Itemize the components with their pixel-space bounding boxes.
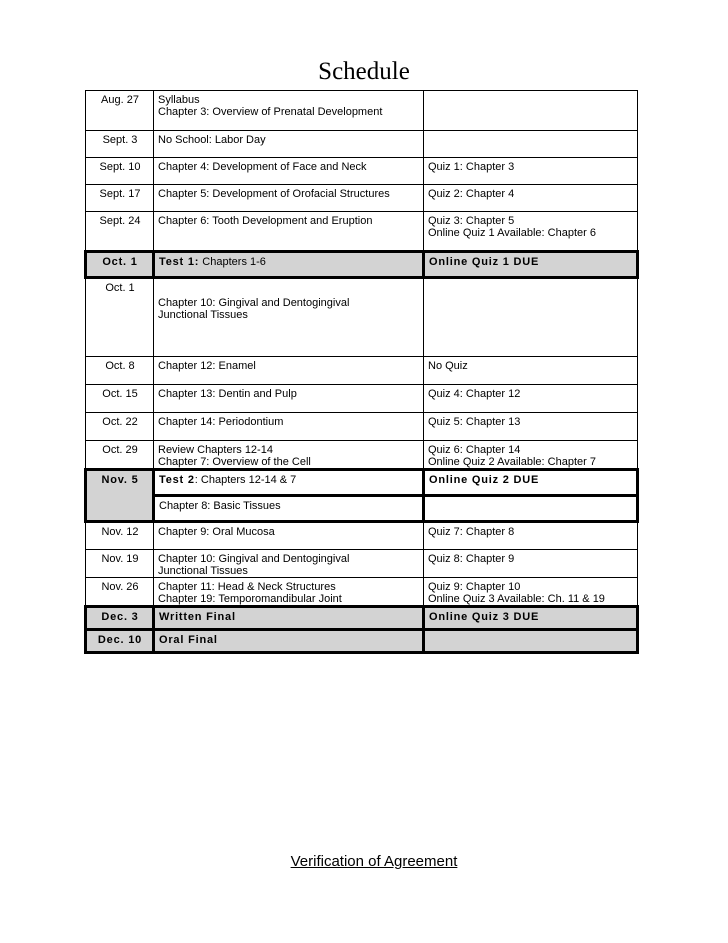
- quiz-cell: Online Quiz 1 DUE: [424, 252, 638, 278]
- schedule-table: [84, 90, 639, 654]
- topic-cell: Chapter 14: Periodontium: [154, 413, 424, 441]
- topic-cell: Oral Final: [154, 630, 424, 653]
- table-row: [86, 131, 638, 158]
- table-row: [86, 413, 638, 441]
- quiz-cell: [424, 496, 638, 522]
- date-cell: Oct. 15: [86, 385, 154, 413]
- table-row-highlight: [86, 607, 638, 630]
- table-row: [86, 91, 638, 131]
- topic-cell: Written Final: [154, 607, 424, 630]
- topic-line: Syllabus: [158, 94, 200, 106]
- page-title: Schedule: [318, 58, 410, 85]
- table-row: [86, 212, 638, 252]
- topic-line: Chapter 10: Gingival and Dentogingival: [158, 297, 350, 309]
- date-cell: Nov. 19: [86, 550, 154, 578]
- topic-cell: Chapter 12: Enamel: [154, 357, 424, 385]
- date-cell: Dec. 3: [86, 607, 154, 630]
- quiz-line: Quiz 6: Chapter 14: [428, 444, 521, 456]
- date-cell: Sept. 17: [86, 185, 154, 212]
- quiz-cell: Online Quiz 2 DUE: [424, 470, 638, 496]
- quiz-cell: Quiz 5: Chapter 13: [424, 413, 638, 441]
- table-row: [86, 578, 638, 607]
- table-row: [86, 441, 638, 470]
- date-cell: Sept. 10: [86, 158, 154, 185]
- quiz-cell: Quiz 7: Chapter 8: [424, 522, 638, 550]
- topic-cell: [154, 578, 424, 607]
- verification-link[interactable]: Verification of Agreement: [290, 853, 458, 870]
- quiz-line: Quiz 3: Chapter 5: [428, 215, 515, 227]
- quiz-line: Quiz 9: Chapter 10: [428, 581, 521, 593]
- table-row: [86, 185, 638, 212]
- date-cell: Oct. 29: [86, 441, 154, 470]
- topic-cell: Test 2: Chapters 12-14 & 7: [154, 470, 424, 496]
- quiz-cell: Online Quiz 3 DUE: [424, 607, 638, 630]
- date-cell: Sept. 3: [86, 131, 154, 158]
- topic-cell: Chapter 5: Development of Orofacial Structures: [154, 185, 424, 212]
- date-cell: Nov. 26: [86, 578, 154, 607]
- table-row-highlight: [86, 252, 638, 278]
- table-row: [86, 522, 638, 550]
- date-cell: Oct. 8: [86, 357, 154, 385]
- quiz-cell: Quiz 8: Chapter 9: [424, 550, 638, 578]
- quiz-line: Online Quiz 1 Available: Chapter 6: [428, 227, 596, 239]
- date-cell: Oct. 1: [86, 252, 154, 278]
- quiz-cell: [424, 278, 638, 357]
- table-row-highlight: [86, 630, 638, 653]
- date-cell: Nov. 12: [86, 522, 154, 550]
- date-cell: Nov. 5: [86, 470, 154, 522]
- quiz-cell: [424, 131, 638, 158]
- quiz-cell: Quiz 2: Chapter 4: [424, 185, 638, 212]
- topic-cell: [154, 91, 424, 131]
- table-row: [86, 357, 638, 385]
- topic-cell: Chapter 9: Oral Mucosa: [154, 522, 424, 550]
- topic-cell: [154, 550, 424, 578]
- table-row: [86, 550, 638, 578]
- topic-line: Chapter 11: Head & Neck Structures: [158, 581, 336, 593]
- quiz-line: Online Quiz 3 Available: Ch. 11 & 19: [428, 593, 605, 605]
- table-row: [86, 158, 638, 185]
- topic-cell: Chapter 13: Dentin and Pulp: [154, 385, 424, 413]
- topic-line: Junctional Tissues: [158, 565, 248, 577]
- table-row-highlight: [86, 470, 638, 496]
- topic-cell: [154, 278, 424, 357]
- date-cell: Sept. 24: [86, 212, 154, 252]
- date-cell: Oct. 22: [86, 413, 154, 441]
- date-cell: Oct. 1: [86, 278, 154, 357]
- topic-cell: No School: Labor Day: [154, 131, 424, 158]
- topic-line: Chapter 19: Temporomandibular Joint: [158, 593, 342, 605]
- topic-cell: Chapter 6: Tooth Development and Eruption: [154, 212, 424, 252]
- topic-cell: Test 1: Chapters 1-6: [154, 252, 424, 278]
- quiz-cell: [424, 578, 638, 607]
- quiz-cell: [424, 212, 638, 252]
- quiz-cell: Quiz 1: Chapter 3: [424, 158, 638, 185]
- date-cell: Aug. 27: [86, 91, 154, 131]
- table-row: [86, 385, 638, 413]
- table-row: [86, 278, 638, 357]
- quiz-line: Online Quiz 2 Available: Chapter 7: [428, 456, 596, 468]
- quiz-cell: [424, 441, 638, 470]
- topic-cell: Chapter 8: Basic Tissues: [154, 496, 424, 522]
- topic-line: Chapter 3: Overview of Prenatal Development: [158, 106, 383, 118]
- table-row: [86, 496, 638, 522]
- quiz-cell: [424, 630, 638, 653]
- quiz-cell: [424, 91, 638, 131]
- topic-line: Chapter 10: Gingival and Dentogingival: [158, 553, 350, 565]
- quiz-cell: Quiz 4: Chapter 12: [424, 385, 638, 413]
- quiz-cell: No Quiz: [424, 357, 638, 385]
- topic-line: Chapter 7: Overview of the Cell: [158, 456, 311, 468]
- topic-cell: Chapter 4: Development of Face and Neck: [154, 158, 424, 185]
- topic-line: Review Chapters 12-14: [158, 444, 273, 456]
- topic-cell: [154, 441, 424, 470]
- topic-line: Junctional Tissues: [158, 309, 248, 321]
- date-cell: Dec. 10: [86, 630, 154, 653]
